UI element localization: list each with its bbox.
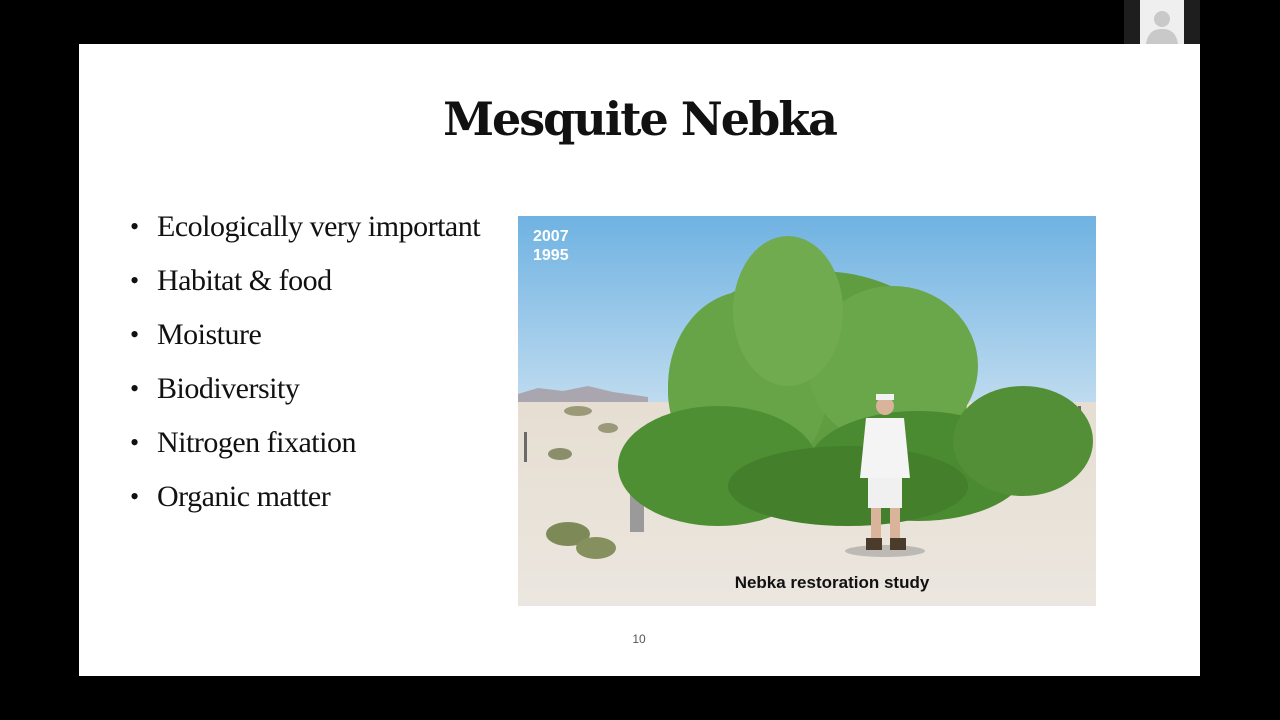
participant-tile[interactable] — [1124, 0, 1200, 44]
bullet-list — [127, 204, 480, 528]
bullet-text: Ecologically very important — [157, 210, 481, 243]
list-item — [127, 420, 480, 474]
bullet-dot: • — [130, 266, 139, 295]
list-item — [127, 366, 480, 420]
bullet-text: Biodiversity — [157, 372, 300, 405]
photo-caption: Nebka restoration study — [734, 573, 930, 592]
list-item — [127, 258, 480, 312]
list-item — [127, 204, 480, 258]
bullet-dot: • — [130, 320, 139, 349]
presentation-slide — [79, 44, 1200, 676]
mesquite-photo — [518, 216, 1096, 606]
bullet-dot: • — [130, 374, 139, 403]
year-label-2007: 2007 — [533, 228, 569, 245]
list-item — [127, 474, 480, 528]
bullet-text: Moisture — [157, 318, 262, 351]
avatar[interactable] — [1140, 0, 1184, 44]
bullet-dot: • — [130, 482, 139, 511]
bullet-text: Nitrogen fixation — [157, 426, 356, 459]
bullet-dot: • — [130, 212, 139, 241]
list-item — [127, 312, 480, 366]
slide-number: 10 — [632, 632, 646, 646]
bullet-dot: • — [130, 428, 139, 457]
slide-title: Mesquite Nebka — [443, 92, 836, 146]
bullet-text: Organic matter — [157, 480, 331, 513]
desert-mesquite-illustration — [518, 216, 1096, 606]
year-label-1995: 1995 — [533, 247, 569, 264]
user-silhouette-icon — [1140, 0, 1184, 44]
bullet-text: Habitat & food — [157, 264, 332, 297]
